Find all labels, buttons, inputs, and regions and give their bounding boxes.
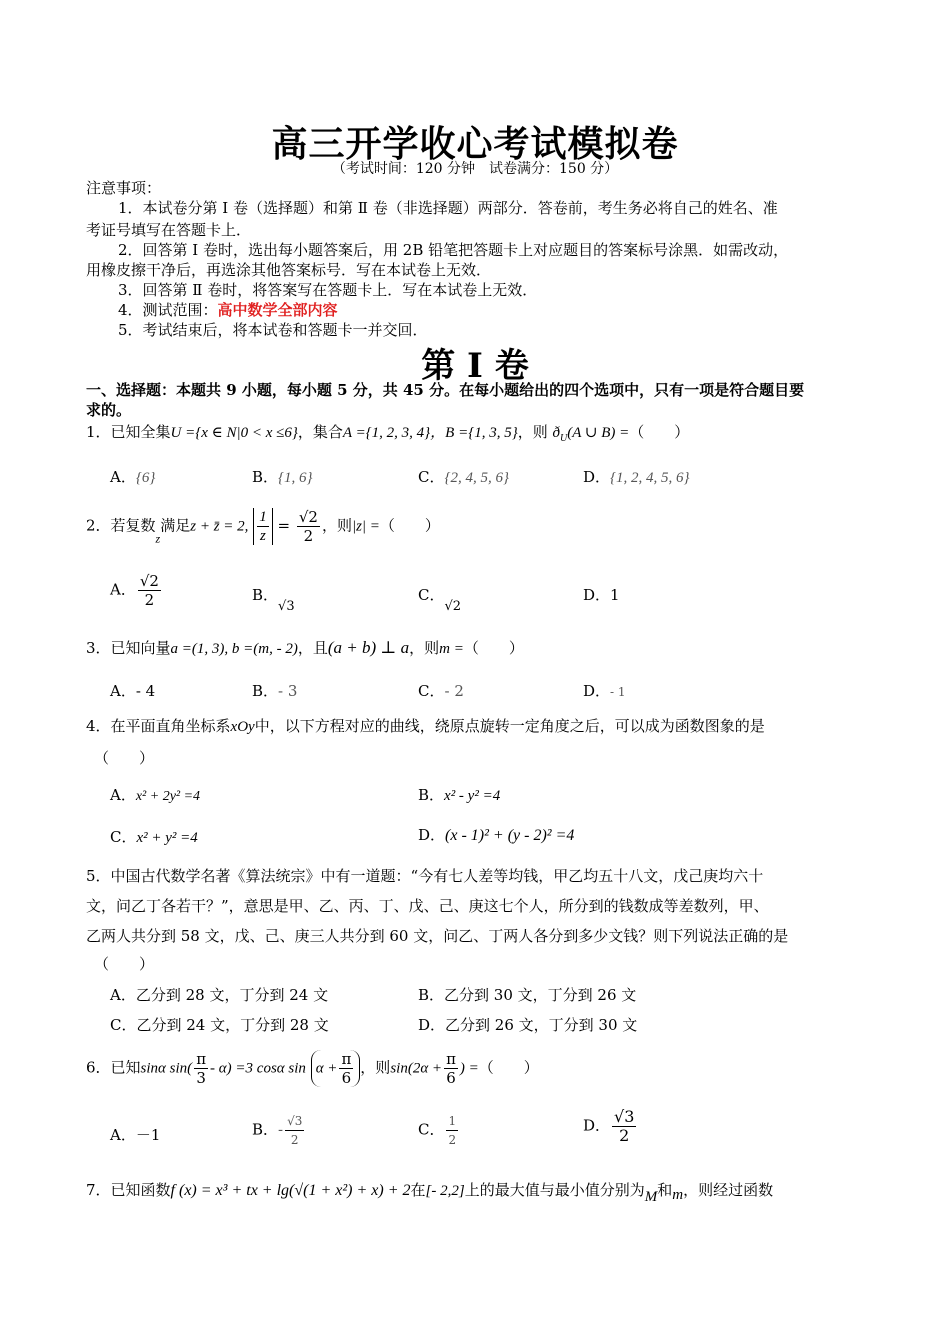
q7-text-b: 在 <box>410 1181 426 1199</box>
question-7 <box>86 1180 774 1205</box>
part-heading: 一、选择题：本题共 9 小题，每小题 5 分，共 45 分。在每小题给出的四个选项中，只有一项是符合题目要 <box>86 381 805 399</box>
q3-a-label: A． <box>110 682 136 700</box>
q2-var: z <box>155 531 161 546</box>
q5-line-2: 文，问乙丁各若干？”，意思是甲、乙、丙、丁、戊、己、庚这七个人，所分到的钱数成等差数列，甲、 <box>86 897 769 915</box>
q6-d-label: D． <box>583 1116 611 1135</box>
note-4-label: 4．测试范围： <box>118 301 218 319</box>
q4-option-d[interactable] <box>418 824 574 845</box>
q4-a-label: A． <box>110 786 136 804</box>
q6-pi3-num: π <box>446 1050 456 1068</box>
q7-interval: [- 2,2] <box>425 1183 465 1199</box>
q5-line-3: 乙两人共分到 58 文，戊、己、庚三人共分到 60 文，问乙、丁两人各分到多少文钱？则下列说法正确的是 <box>86 927 789 945</box>
q6-text-b: ，则 <box>360 1058 391 1077</box>
q5-option-d[interactable]: D．乙分到 26 文，丁分到 30 文 <box>418 1016 638 1034</box>
q1-d-label: D． <box>583 468 611 486</box>
q3-text-c: ，则 <box>409 639 440 657</box>
q6-pi-num: π <box>196 1050 207 1068</box>
q3-c-label: C． <box>418 682 445 700</box>
q1-option-c[interactable] <box>418 466 509 487</box>
q6-d-num: √3 <box>614 1107 635 1126</box>
q6-rhs: sin(2α + <box>390 1060 443 1077</box>
q2-option-b[interactable] <box>252 584 295 614</box>
q2-paren: （ ） <box>379 516 440 535</box>
q7-text: 7．已知函数 <box>86 1181 171 1199</box>
q7-function: f (x) = x³ + tx + lg(√(1 + x²) + x) + 2 <box>170 1182 411 1199</box>
q6-pi2-den: 6 <box>341 1069 352 1087</box>
q4-option-a[interactable] <box>110 784 200 805</box>
q6-paren: （ ） <box>478 1058 539 1077</box>
q4-system: xOy <box>230 719 255 735</box>
notes-heading: 注意事项： <box>86 179 162 197</box>
q1-option-a[interactable] <box>110 466 155 487</box>
q2-option-d[interactable]: D．1 <box>583 586 620 604</box>
q5-line-1: 5．中国古代数学名著《算法统宗》中有一道题：“今有七人差等均钱，甲乙均五十八文，戊己庚均六十 <box>86 867 764 885</box>
q1-c-label: C． <box>418 468 445 486</box>
q7-text-e: ，则经过函数 <box>683 1181 774 1199</box>
q4-option-b[interactable] <box>418 784 500 805</box>
q6-option-c[interactable] <box>418 1112 460 1149</box>
note-5: 5．考试结束后，将本试卷和答题卡一并交回． <box>118 321 428 339</box>
q3-text-b: ，且 <box>297 639 328 657</box>
q4-b-value: x² - y² =4 <box>444 788 501 804</box>
q2-b-label: B． <box>252 586 279 604</box>
q6-lhs: sinα sin( <box>140 1060 193 1077</box>
q3-paren: （ ） <box>463 639 524 657</box>
q5-option-a[interactable]: A．乙分到 28 文，丁分到 24 文 <box>110 986 329 1004</box>
q6-arg: α + <box>315 1060 338 1077</box>
q2-text: 2．若复数 <box>86 516 156 535</box>
note-1a: 1．本试卷分第 Ⅰ 卷（选择题）和第 Ⅱ 卷（非选择题）两部分．答卷前，考生务必将自己的姓名、准 <box>118 199 778 217</box>
note-2a: 2．回答第 Ⅰ 卷时，选出每小题答案后，用 2B 铅笔把答题卡上对应题目的答案标号涂黑．如需改动， <box>118 241 789 259</box>
question-3 <box>86 638 524 659</box>
section-title: 第 Ⅰ 卷 <box>421 346 529 386</box>
q2-cond: z + z̄ = 2, <box>190 518 249 535</box>
q1-a-value: {6} <box>135 470 156 486</box>
q2-a-num: √2 <box>139 572 159 590</box>
q1-d-value: {1, 2, 4, 5, 6} <box>610 470 690 486</box>
q6-option-a[interactable]: A．－1 <box>110 1126 161 1144</box>
q6-rhs-b: ) = <box>459 1060 479 1077</box>
note-1b: 考证号填写在答题卡上． <box>86 221 252 239</box>
q1-complement: ð <box>552 425 561 441</box>
q7-min: m <box>672 1187 684 1203</box>
q5-option-c[interactable]: C．乙分到 24 文，丁分到 28 文 <box>110 1016 329 1034</box>
q6-pi2-num: π <box>341 1050 352 1068</box>
q3-option-a[interactable] <box>110 680 155 701</box>
note-4 <box>118 300 338 320</box>
note-4-scope: 高中数学全部内容 <box>217 301 338 319</box>
q7-text-d: 和 <box>657 1181 673 1199</box>
q6-c-label: C． <box>418 1120 445 1139</box>
q3-b-label: B． <box>252 682 279 700</box>
q6-option-b[interactable] <box>252 1112 306 1149</box>
q2-b-value: √3 <box>278 599 295 614</box>
q7-max: M <box>644 1189 658 1205</box>
q3-var: m = <box>439 641 464 657</box>
q4-c-value: x² + y² =4 <box>136 830 198 846</box>
q6-pi-den: 3 <box>196 1069 206 1087</box>
q1-text: 1．已知全集 <box>86 423 171 441</box>
q6-b-den: 2 <box>290 1133 299 1147</box>
q3-vectors: a =(1, 3), b =(m, - 2) <box>170 641 298 657</box>
part-heading-cont: 求的。 <box>86 401 132 419</box>
q4-d-value: (x - 1)² + (y - 2)² =4 <box>445 827 575 844</box>
q2-text-b: 满足 <box>160 516 191 535</box>
q1-a-label: A． <box>110 468 136 486</box>
q3-option-d[interactable] <box>583 680 626 701</box>
q4-paren: （ ） <box>94 749 155 767</box>
q3-c-value: - 2 <box>444 682 464 700</box>
q6-b-sign: - <box>278 1120 284 1139</box>
q6-text: 6．已知 <box>86 1058 141 1077</box>
q6-option-d[interactable] <box>583 1108 638 1145</box>
q1-text-c: ，则 <box>517 423 548 441</box>
q3-option-b[interactable] <box>252 680 297 701</box>
q3-cond: (a + b) ⊥ a <box>327 638 410 657</box>
q6-pi3-den: 6 <box>446 1069 456 1087</box>
q1-b-label: B． <box>252 468 279 486</box>
q6-lhs-b: - α) =3 cosα sin <box>210 1060 306 1077</box>
question-1 <box>86 422 689 449</box>
q3-b-value: - 3 <box>278 682 298 700</box>
q1-option-d[interactable] <box>583 466 690 487</box>
q2-a-label: A． <box>110 580 136 599</box>
q2-frac-num: 1 <box>259 509 267 525</box>
q1-complement-sub: U <box>560 433 568 444</box>
q1-c-value: {2, 4, 5, 6} <box>444 470 509 486</box>
question-6 <box>86 1050 539 1087</box>
q1-paren: （ ） <box>629 423 690 441</box>
question-2 <box>86 508 440 549</box>
q6-c-den: 2 <box>448 1133 457 1147</box>
note-3: 3．回答第 Ⅱ 卷时，将答案写在答题卡上．写在本试卷上无效． <box>118 281 538 299</box>
q1-b-value: {1, 6} <box>278 470 313 486</box>
q2-text-c: ，则 <box>321 516 352 535</box>
q3-text: 3．已知向量 <box>86 639 171 657</box>
question-4 <box>86 716 765 737</box>
q2-eq: = <box>277 516 291 535</box>
q2-option-c[interactable] <box>418 584 462 614</box>
q6-b-num: √3 <box>285 1112 304 1131</box>
q6-d-den: 2 <box>619 1126 630 1145</box>
q4-text-b: 中，以下方程对应的曲线，绕原点旋转一定角度之后，可以成为函数图象的是 <box>254 717 765 735</box>
q2-option-a[interactable] <box>110 572 163 609</box>
q4-text: 4．在平面直角坐标系 <box>86 717 231 735</box>
q4-c-label: C． <box>110 828 137 846</box>
q3-option-c[interactable] <box>418 680 464 701</box>
q2-c-label: C． <box>418 586 445 604</box>
q6-c-num: 1 <box>446 1112 458 1131</box>
q1-text-b: ，集合 <box>297 423 343 441</box>
q5-paren: （ ） <box>94 955 155 973</box>
q2-c-value: √2 <box>444 599 462 614</box>
q3-d-label: D． <box>583 682 611 700</box>
q1-sets: A ={1, 2, 3, 4}，B ={1, 3, 5} <box>342 425 518 441</box>
q1-expr: (A ∪ B) = <box>567 425 630 441</box>
q4-d-label: D． <box>418 826 446 844</box>
q5-option-b[interactable]: B．乙分到 30 文，丁分到 26 文 <box>418 986 637 1004</box>
q2-rhs-num: √2 <box>298 508 318 526</box>
q2-rhs-den: 2 <box>303 527 314 545</box>
q4-a-value: x² + 2y² =4 <box>135 789 201 804</box>
q4-b-label: B． <box>418 786 445 804</box>
q3-d-value: - 1 <box>610 685 626 699</box>
q2-a-den: 2 <box>144 591 155 609</box>
q4-option-c[interactable] <box>110 826 198 847</box>
q2-abs: |z| = <box>351 518 380 535</box>
q1-set-u: U ={x ∈ N|0 < x ≤6} <box>170 425 298 441</box>
q1-option-b[interactable] <box>252 466 313 487</box>
q3-a-value: - 4 <box>135 682 156 700</box>
q7-text-c: 上的最大值与最小值分别为 <box>464 1181 645 1199</box>
exam-info: （考试时间：120 分钟 试卷满分：150 分） <box>331 161 619 177</box>
page-title: 高三开学收心考试模拟卷 <box>271 123 679 165</box>
note-2b: 用橡皮擦干净后，再选涂其他答案标号．写在本试卷上无效． <box>86 261 492 279</box>
q2-frac-den: z <box>260 528 266 544</box>
q6-b-label: B． <box>252 1120 279 1139</box>
